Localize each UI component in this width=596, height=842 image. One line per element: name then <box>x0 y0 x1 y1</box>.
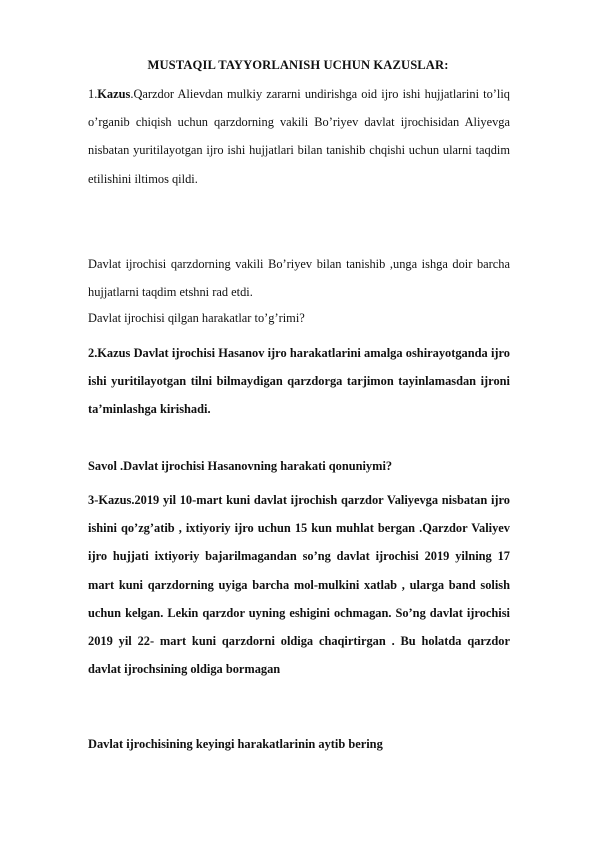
case1-number: 1. <box>88 87 98 101</box>
case1-paragraph <box>88 80 510 193</box>
case1-text: .Qarzdor Alievdan mulkiy zararni undirishga oid ijro ishi hujjatlarini to’liq o’rganib chiqish uchun qarzdorning vakili Bo’riyev davlat ijrochisidan Aliyevga nisbatan yuritilayotgan ijro ishi hujjatlari bilan tanishib chqishi uchun ularni taqdim etilishini iltimos qildi. <box>88 87 510 186</box>
case1-question: Davlat ijrochisi qilgan harakatlar to’g’rimi? <box>88 311 305 325</box>
case2-question: Savol .Davlat ijrochisi Hasanovning harakati qonuniymi? <box>88 459 393 473</box>
case2-paragraph: 2.Kazus Davlat ijrochisi Hasanov ijro harakatlarini amalga oshirayotganda ijro ishi yuritilayotgan tilni bilmaydigan qarzdorga tarjimon tayinlamasdan ijroni ta’minlashga kirishadi. <box>88 346 510 417</box>
case1-label: Kazus <box>97 87 131 101</box>
document-title: MUSTAQIL TAYYORLANISH UCHUN KAZUSLAR: <box>147 58 449 72</box>
case1-response: Davlat ijrochisi qarzdorning vakili Bo’riyev bilan tanishib ,unga ishga doir barcha hujjatlarni taqdim etshni rad etdi. <box>88 257 510 300</box>
case3-question: Davlat ijrochisining keyingi harakatlarinin aytib bering <box>88 737 383 751</box>
case3-paragraph: 3-Kazus.2019 yil 10-mart kuni davlat ijrochish qarzdor Valiyevga nisbatan ijro ishini qo’zg’atib , ixtiyoriy ijro uchun 15 kun muhlat bergan .Qarzdor Valiyev ijro hujjati ixtiyoriy bajarilmagandan so’ng davlat ijrochisi 2019 yilning 17 mart kuni qarzdorning uyiga barcha mol-mulkini xatlab , ularga band solish uchun kelgan. Lekin qarzdor uyning eshigini ochmagan. So’ng davlat ijrochisi 2019 yil 22- mart kuni qarzdorni oldiga chaqirtirgan . Bu holatda qarzdor davlat ijrochsining oldiga bormagan <box>88 493 510 677</box>
